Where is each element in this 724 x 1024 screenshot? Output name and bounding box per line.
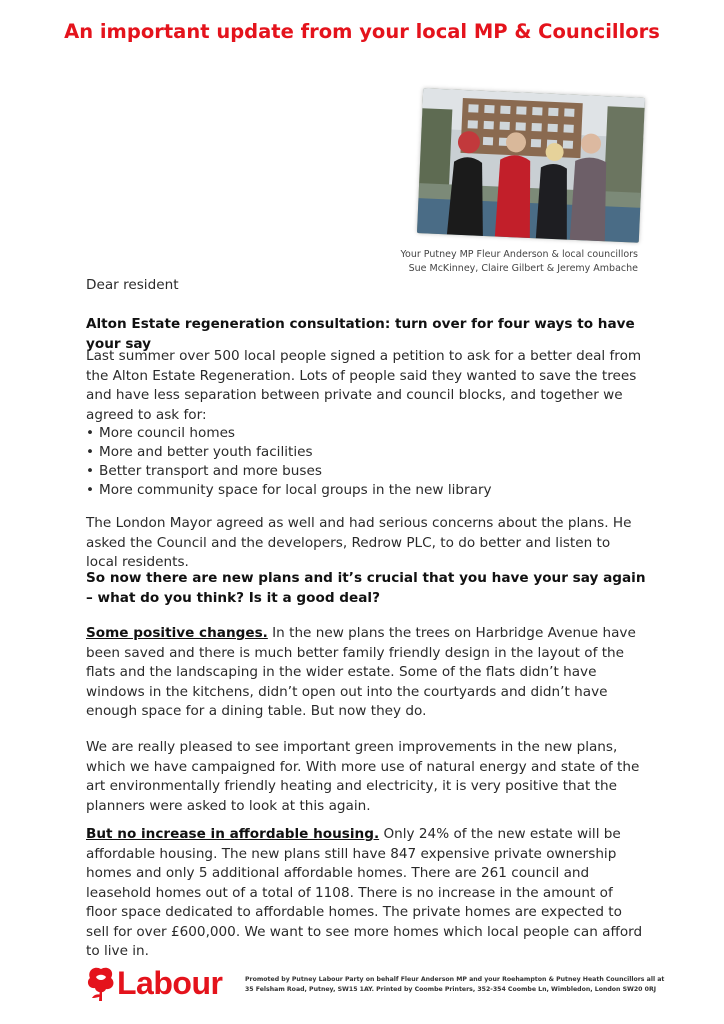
greeting: Dear resident bbox=[86, 277, 179, 293]
housing-body: Only 24% of the new estate will be affordable housing. The new plans still have 847 expensive private ownership homes and only 5 additional affordable homes. There are 261 council and leasehold homes out of a total of 1108. There is no increase in the amount of floor space dedicated to affordable homes. The private homes are expected to sell for over £600,000. We want to see more homes which local people can afford to live in. bbox=[86, 826, 643, 959]
caption-line: Your Putney MP Fleur Anderson & local councillors bbox=[400, 249, 638, 260]
councillors-photo bbox=[417, 88, 645, 243]
list-item: • Better transport and more buses bbox=[86, 462, 646, 481]
paragraph: We are really pleased to see important green improvements in the new plans, which we have campaigned for. With more use of natural energy and state of the art environmentally friendly heating and electricity, it is very positive that the planners were asked to look at this again. bbox=[86, 739, 640, 814]
imprint-line: Promoted by Putney Labour Party on behalf Fleur Anderson MP and your Roehampton & Putney Heath Councillors all at bbox=[245, 976, 665, 983]
paragraph: Last summer over 500 local people signed a petition to ask for a better deal from the Alton Estate Regeneration. Lots of people said they wanted to save the trees and have less separation between private and council blocks, and together we agreed to ask for: bbox=[86, 348, 642, 423]
imprint bbox=[245, 975, 665, 995]
list-item: • More council homes bbox=[86, 424, 646, 443]
labour-logo bbox=[84, 963, 244, 1003]
subheading: Alton Estate regeneration consultation: turn over for four ways to have your say bbox=[86, 316, 635, 352]
labour-wordmark: Labour bbox=[117, 965, 223, 1001]
housing-heading: But no increase in affordable housing. bbox=[86, 826, 380, 842]
rose-icon bbox=[84, 963, 118, 1003]
caption-line: Sue McKinney, Claire Gilbert & Jeremy Ambache bbox=[408, 263, 638, 274]
question-heading: So now there are new plans and it’s crucial that you have your say again – what do you think? Is it a good deal? bbox=[86, 570, 646, 606]
request-list bbox=[86, 424, 646, 500]
positive-body: In the new plans the trees on Harbridge Avenue have been saved and there is much better family friendly design in the layout of the flats and the landscaping in the wider estate. Some of the flats didn’t have windows in the kitchens, didn’t open out into the courtyards and didn’t have enough space for a dining table. But now they do. bbox=[86, 625, 636, 719]
positive-heading: Some positive changes. bbox=[86, 625, 268, 641]
housing-section bbox=[86, 825, 646, 962]
positive-section bbox=[86, 624, 646, 722]
photo-caption bbox=[400, 248, 638, 276]
list-item: • More community space for local groups in the new library bbox=[86, 481, 646, 500]
page-title: An important update from your local MP & Councillors bbox=[64, 20, 660, 43]
imprint-line: 35 Felsham Road, Putney, SW15 1AY. Printed by Coombe Printers, 352-354 Coombe Ln, Wimbledon, London SW20 0RJ bbox=[245, 986, 657, 993]
paragraph: The London Mayor agreed as well and had serious concerns about the plans. He asked the Council and the developers, Redrow PLC, to do better and listen to local residents. bbox=[86, 515, 632, 570]
list-item: • More and better youth facilities bbox=[86, 443, 646, 462]
